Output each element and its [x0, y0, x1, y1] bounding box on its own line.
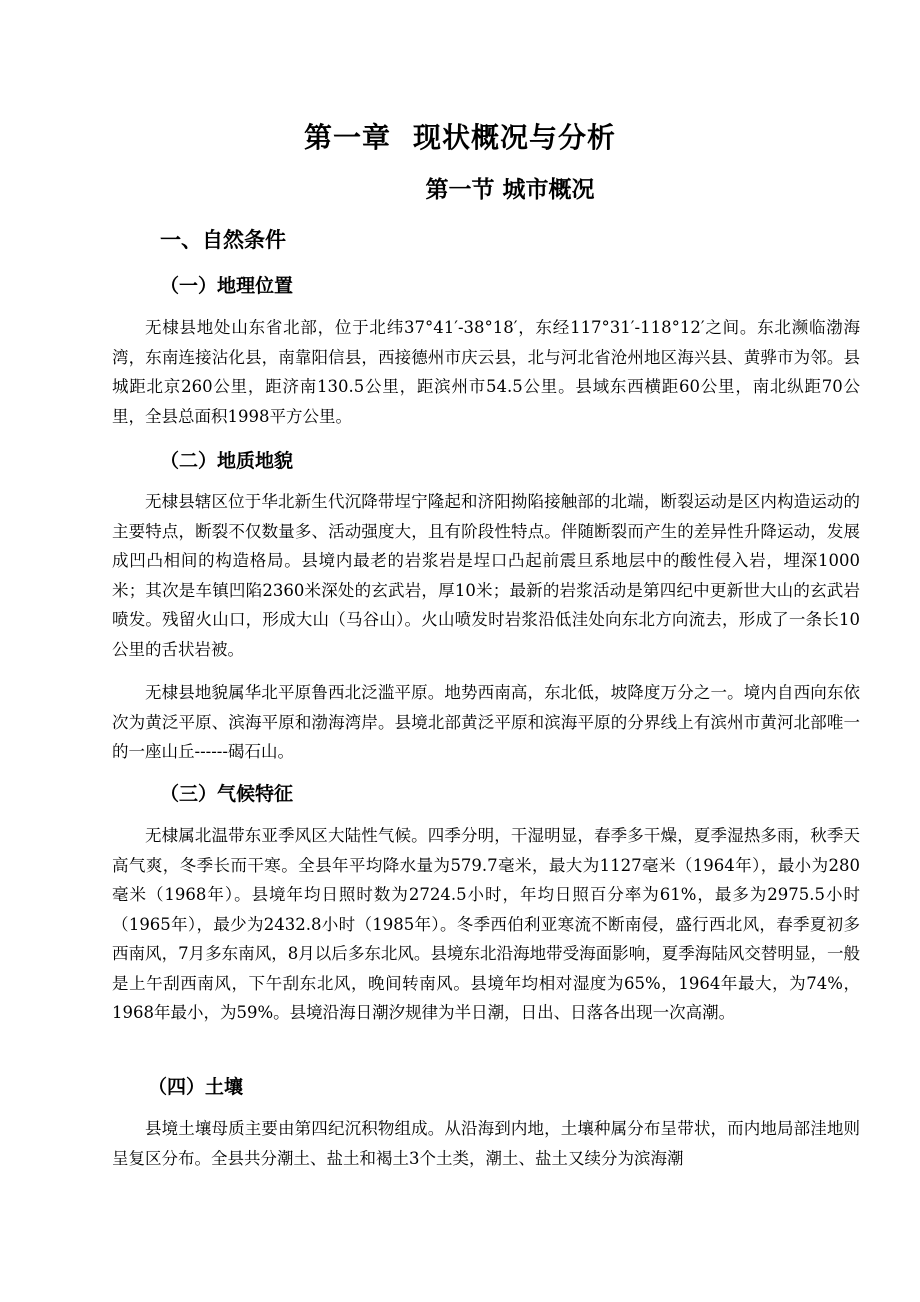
chapter-name: 现状概况与分析	[413, 121, 617, 154]
subsection-title-geology: （二）地质地貌	[160, 450, 294, 472]
paragraph-location: 无棣县地处山东省北部，位于北纬37°41′-38°18′，东经117°31′-118°12′之间。东北濒临渤海湾，东南连接沾化县，南靠阳信县，西接德州市庆云县，北与河北省沧州地区海兴县、黄骅市为邻。县城距北京260公里，距济南130.5公里，距滨州市54.5公里。县域东西横距60公里，南北纵距70公里，全县总面积1998平方公里。	[112, 318, 860, 426]
heading-natural-conditions: 一、自然条件	[160, 228, 286, 252]
paragraph-soil: 县境土壤母质主要由第四纪沉积物组成。从沿海到内地，土壤种属分布呈带状，而内地局部洼地则呈复区分布。全县共分潮土、盐土和褐土3个土类，潮土、盐土又续分为滨海潮	[112, 1119, 860, 1168]
paragraph-geology-1: 无棣县辖区位于华北新生代沉降带埕宁隆起和济阳拗陷接触部的北端，断裂运动是区内构造运动的主要特点，断裂不仅数量多、活动强度大，且有阶段性特点。伴随断裂而产生的差异性升降运动，发展成凹凸相间的构造格局。县境内最老的岩浆岩是埕口凸起前震旦系地层中的酸性侵入岩，埋深1000米；其次是车镇凹陷2360米深处的玄武岩，厚10米；最新的岩浆活动是第四纪中更新世大山的玄武岩喷发。残留火山口，形成大山（马谷山）。火山喷发时岩浆沿低洼处向东北方向流去，形成了一条长10公里的舌状岩被。	[112, 492, 860, 659]
chapter-title	[0, 118, 920, 158]
subsection-title-soil: （四）土壤	[148, 1076, 244, 1098]
section-title: 第一节 城市概况	[425, 177, 595, 203]
paragraph-geology-2: 无棣县地貌属华北平原鲁西北泛滥平原。地势西南高，东北低，坡降度万分之一。境内自西向东依次为黄泛平原、滨海平原和渤海湾岸。县境北部黄泛平原和滨海平原的分界线上有滨州市黄河北部唯一的一座山丘------碣石山。	[112, 683, 860, 761]
chapter-number: 第一章	[303, 121, 391, 154]
subsection-title-climate: （三）气候特征	[160, 783, 294, 805]
subsection-title-location: （一）地理位置	[160, 275, 294, 297]
paragraph-climate: 无棣属北温带东亚季风区大陆性气候。四季分明，干湿明显，春季多干燥，夏季湿热多雨，秋季天高气爽，冬季长而干寒。全县年平均降水量为579.7毫米，最大为1127毫米（1964年），最小为280毫米（1968年）。县境年均日照时数为2724.5小时，年均日照百分率为61%，最多为2975.5小时（1965年），最少为2432.8小时（1985年）。冬季西伯利亚寒流不断南侵，盛行西北风，春季夏初多西南风，7月多东南风，8月以后多东北风。县境东北沿海地带受海面影响，夏季海陆风交替明显，一般是上午刮西南风，下午刮东北风，晚间转南风。县境年均相对湿度为65%，1964年最大，为74%，1968年最小，为59%。县境沿海日潮汐规律为半日潮，日出、日落各出现一次高潮。	[112, 826, 860, 1022]
